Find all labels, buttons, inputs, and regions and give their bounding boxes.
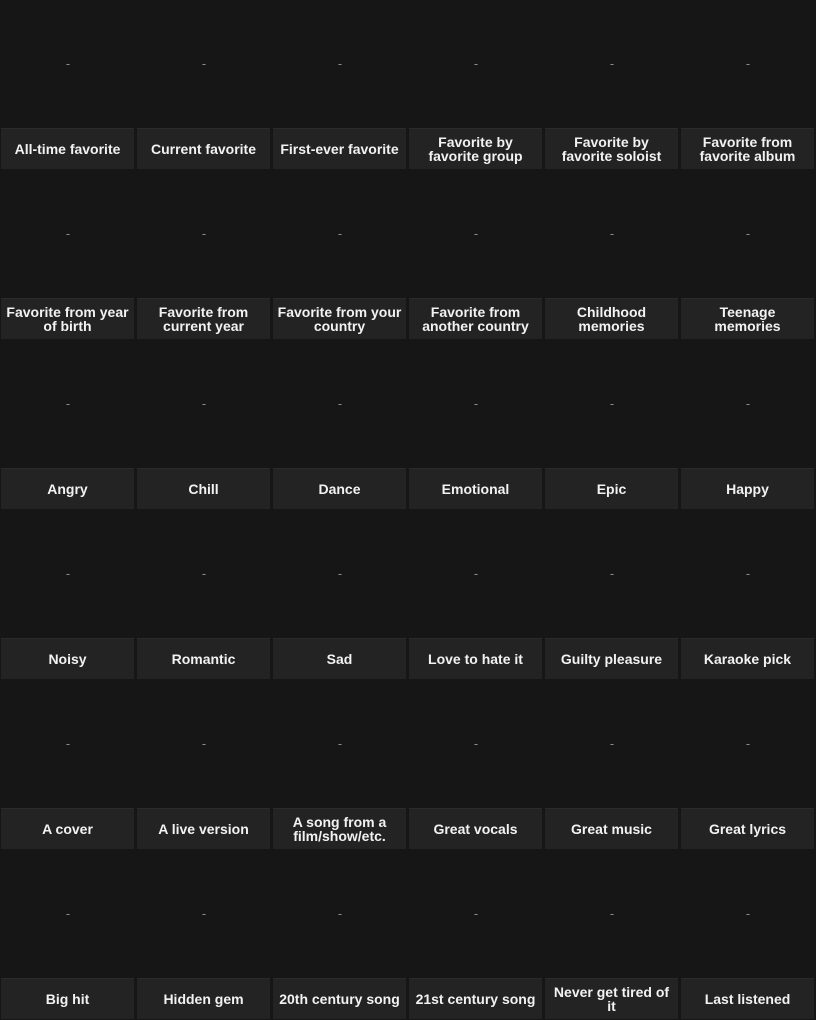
category-label: Teenage memories (681, 298, 814, 339)
song-slot[interactable] (0, 340, 136, 468)
song-slot[interactable] (136, 0, 272, 128)
song-slot[interactable] (272, 850, 408, 978)
category-label: Favorite from another country (409, 298, 542, 339)
grid-cell-great-vocals[interactable] (408, 680, 544, 850)
grid-cell-favorite-from-year-of-birth[interactable] (0, 170, 136, 340)
category-label: Noisy (1, 638, 134, 679)
grid-cell-karaoke-pick[interactable] (680, 510, 816, 680)
grid-cell-favorite-by-favorite-group[interactable] (408, 0, 544, 170)
empty-slot-placeholder: - (473, 736, 479, 751)
category-label: Last listened (681, 978, 814, 1019)
category-label: Hidden gem (137, 978, 270, 1019)
empty-slot-placeholder: - (337, 396, 343, 411)
category-label: Dance (273, 468, 406, 509)
song-slot[interactable] (272, 0, 408, 128)
grid-cell-love-to-hate-it[interactable] (408, 510, 544, 680)
category-label: Favorite from your country (273, 298, 406, 339)
grid-cell-favorite-from-your-country[interactable] (272, 170, 408, 340)
empty-slot-placeholder: - (609, 56, 615, 71)
empty-slot-placeholder: - (65, 226, 71, 241)
grid-cell-never-get-tired-of-it[interactable] (544, 850, 680, 1020)
category-label: Angry (1, 468, 134, 509)
grid-cell-last-listened[interactable] (680, 850, 816, 1020)
grid-cell-dance[interactable] (272, 340, 408, 510)
grid-cell-all-time-favorite[interactable] (0, 0, 136, 170)
grid-cell-first-ever-favorite[interactable] (272, 0, 408, 170)
category-label: All-time favorite (1, 128, 134, 169)
category-label: Chill (137, 468, 270, 509)
category-label: A live version (137, 808, 270, 849)
category-label: Guilty pleasure (545, 638, 678, 679)
category-label: Great music (545, 808, 678, 849)
category-label: Great lyrics (681, 808, 814, 849)
song-slot[interactable] (544, 340, 680, 468)
grid-cell-great-lyrics[interactable] (680, 680, 816, 850)
song-slot[interactable] (544, 850, 680, 978)
category-label: Great vocals (409, 808, 542, 849)
song-slot[interactable] (272, 170, 408, 298)
category-label: Karaoke pick (681, 638, 814, 679)
empty-slot-placeholder: - (201, 396, 207, 411)
song-slot[interactable] (680, 850, 816, 978)
song-slot[interactable] (544, 510, 680, 638)
category-label: 20th century song (273, 978, 406, 1019)
empty-slot-placeholder: - (609, 906, 615, 921)
song-slot[interactable] (136, 680, 272, 808)
empty-slot-placeholder: - (609, 226, 615, 241)
grid-cell-20th-century-song[interactable] (272, 850, 408, 1020)
song-slot[interactable] (136, 850, 272, 978)
category-label: Childhood memories (545, 298, 678, 339)
song-slot[interactable] (408, 850, 544, 978)
empty-slot-placeholder: - (745, 226, 751, 241)
empty-slot-placeholder: - (473, 566, 479, 581)
empty-slot-placeholder: - (745, 906, 751, 921)
empty-slot-placeholder: - (201, 906, 207, 921)
empty-slot-placeholder: - (473, 226, 479, 241)
grid-cell-chill[interactable] (136, 340, 272, 510)
grid-cell-happy[interactable] (680, 340, 816, 510)
grid-cell-a-live-version[interactable] (136, 680, 272, 850)
song-slot[interactable] (272, 510, 408, 638)
song-slot[interactable] (136, 170, 272, 298)
song-slot[interactable] (0, 510, 136, 638)
category-label: Never get tired of it (545, 978, 678, 1019)
grid-cell-childhood-memories[interactable] (544, 170, 680, 340)
grid-cell-a-song-from-a-film[interactable] (272, 680, 408, 850)
empty-slot-placeholder: - (745, 396, 751, 411)
grid-cell-emotional[interactable] (408, 340, 544, 510)
category-label: Favorite by favorite soloist (545, 128, 678, 169)
empty-slot-placeholder: - (201, 736, 207, 751)
grid-cell-teenage-memories[interactable] (680, 170, 816, 340)
empty-slot-placeholder: - (745, 56, 751, 71)
grid-cell-big-hit[interactable] (0, 850, 136, 1020)
grid-cell-favorite-by-favorite-soloist[interactable] (544, 0, 680, 170)
empty-slot-placeholder: - (201, 226, 207, 241)
empty-slot-placeholder: - (609, 396, 615, 411)
category-label: Favorite by favorite group (409, 128, 542, 169)
song-slot[interactable] (136, 340, 272, 468)
song-slot[interactable] (408, 680, 544, 808)
category-label: A cover (1, 808, 134, 849)
empty-slot-placeholder: - (337, 226, 343, 241)
song-slot[interactable] (136, 510, 272, 638)
category-label: Big hit (1, 978, 134, 1019)
song-slot[interactable] (408, 340, 544, 468)
grid-cell-favorite-from-current-year[interactable] (136, 170, 272, 340)
empty-slot-placeholder: - (65, 396, 71, 411)
category-label: 21st century song (409, 978, 542, 1019)
empty-slot-placeholder: - (337, 56, 343, 71)
grid-cell-current-favorite[interactable] (136, 0, 272, 170)
grid-cell-a-cover[interactable] (0, 680, 136, 850)
category-label: Current favorite (137, 128, 270, 169)
grid-cell-noisy[interactable] (0, 510, 136, 680)
category-label: Romantic (137, 638, 270, 679)
empty-slot-placeholder: - (609, 736, 615, 751)
grid-cell-romantic[interactable] (136, 510, 272, 680)
song-slot[interactable] (272, 340, 408, 468)
empty-slot-placeholder: - (745, 566, 751, 581)
empty-slot-placeholder: - (65, 566, 71, 581)
grid-cell-hidden-gem[interactable] (136, 850, 272, 1020)
empty-slot-placeholder: - (65, 906, 71, 921)
song-slot[interactable] (544, 170, 680, 298)
grid-cell-favorite-from-favorite-album[interactable] (680, 0, 816, 170)
category-label: First-ever favorite (273, 128, 406, 169)
song-slot[interactable] (544, 0, 680, 128)
empty-slot-placeholder: - (337, 906, 343, 921)
grid-cell-great-music[interactable] (544, 680, 680, 850)
grid-cell-guilty-pleasure[interactable] (544, 510, 680, 680)
empty-slot-placeholder: - (337, 566, 343, 581)
song-slot[interactable] (408, 170, 544, 298)
empty-slot-placeholder: - (201, 56, 207, 71)
empty-slot-placeholder: - (473, 906, 479, 921)
song-slot[interactable] (0, 170, 136, 298)
song-slot[interactable] (272, 680, 408, 808)
category-label: Love to hate it (409, 638, 542, 679)
song-slot[interactable] (0, 680, 136, 808)
song-slot[interactable] (680, 170, 816, 298)
category-label: Happy (681, 468, 814, 509)
category-label: Favorite from current year (137, 298, 270, 339)
category-label: Favorite from year of birth (1, 298, 134, 339)
empty-slot-placeholder: - (65, 736, 71, 751)
category-label: Sad (273, 638, 406, 679)
category-label: A song from a film/show/etc. (273, 808, 406, 849)
grid-cell-epic[interactable] (544, 340, 680, 510)
song-slot[interactable] (0, 0, 136, 128)
grid-cell-21st-century-song[interactable] (408, 850, 544, 1020)
empty-slot-placeholder: - (609, 566, 615, 581)
empty-slot-placeholder: - (201, 566, 207, 581)
empty-slot-placeholder: - (337, 736, 343, 751)
song-slot[interactable] (408, 510, 544, 638)
grid-cell-sad[interactable] (272, 510, 408, 680)
song-slot[interactable] (680, 680, 816, 808)
song-slot[interactable] (680, 510, 816, 638)
song-slot[interactable] (408, 0, 544, 128)
song-slot[interactable] (680, 340, 816, 468)
song-slot[interactable] (544, 680, 680, 808)
category-label: Emotional (409, 468, 542, 509)
empty-slot-placeholder: - (473, 56, 479, 71)
empty-slot-placeholder: - (745, 736, 751, 751)
grid-cell-angry[interactable] (0, 340, 136, 510)
song-slot[interactable] (680, 0, 816, 128)
song-slot[interactable] (0, 850, 136, 978)
empty-slot-placeholder: - (473, 396, 479, 411)
grid-cell-favorite-from-another-country[interactable] (408, 170, 544, 340)
category-label: Favorite from favorite album (681, 128, 814, 169)
category-label: Epic (545, 468, 678, 509)
empty-slot-placeholder: - (65, 56, 71, 71)
